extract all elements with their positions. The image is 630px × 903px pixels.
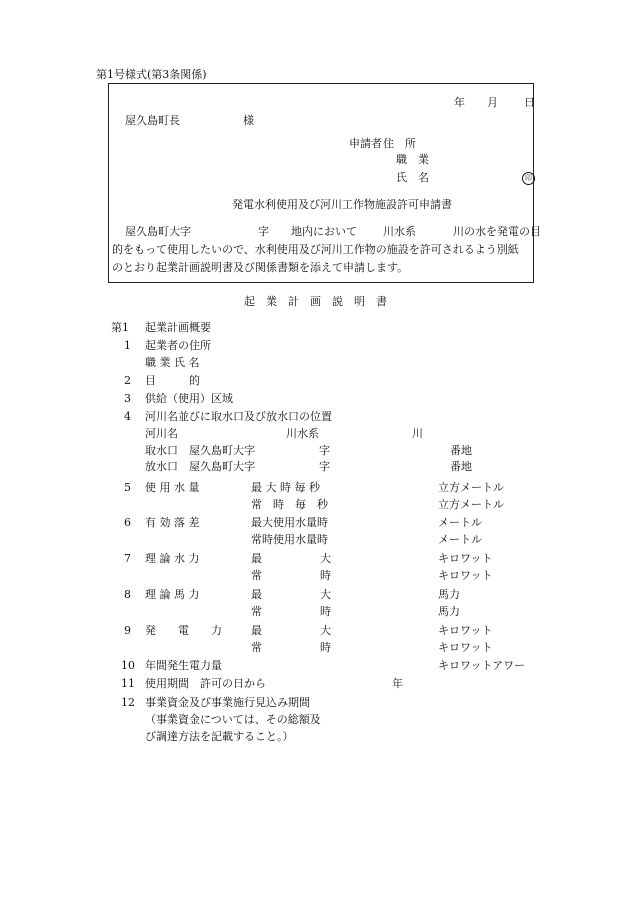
item-9-label: 発 電 力 [145,624,222,637]
item-4-number: 4 [124,410,131,423]
item-4-outlet-banchi: 番地 [450,460,472,473]
item-4-river: 河川名 [145,427,178,440]
addressee-sama: 様 [243,114,254,127]
item-1-number: 1 [124,339,131,352]
item-12-note1: （事業資金については、その総額及 [145,713,321,726]
item-4-intake-banchi: 番地 [450,444,472,457]
item-8-max-b: 大 [320,588,331,601]
item-5-max: 最 大 時 毎 秒 [251,481,320,494]
item-8-number: 8 [124,588,131,601]
item-7-number: 7 [124,552,131,565]
section-number: 第1 [111,321,129,334]
item-4-intake-aza: 字 [319,444,330,457]
item-3-label: 供給（使用）区域 [145,392,233,405]
item-10-label: 年間発生電力量 [145,659,222,672]
item-9-unit-max: キロワット [438,624,493,637]
item-7-max-a: 最 [251,552,262,565]
item-2-number: 2 [124,374,131,387]
item-9-normal-a: 常 [251,641,262,654]
date-day: 日 [524,96,535,109]
item-10-unit: キロワットアワー [438,659,526,672]
item-8-unit-max: 馬力 [438,588,460,601]
item-12-note2: び調達方法を記載すること。） [145,730,294,743]
item-7-unit-max: キロワット [438,552,493,565]
item-11-unit: 年 [392,677,403,690]
body-line1-d: 川水系 [383,225,416,238]
body-line1-a: 屋久島町大字 [125,225,191,238]
item-5-normal: 常 時 毎 秒 [251,498,328,511]
item-2-label: 目 的 [145,374,200,387]
item-6-label: 有 効 落 差 [145,516,200,529]
item-1-label2: 職 業 氏 名 [145,356,200,369]
item-10-number: 10 [121,659,135,672]
item-4-label: 河川名並びに取水口及び放水口の位置 [145,410,332,423]
item-9-unit-normal: キロワット [438,641,493,654]
name-label: 氏 名 [396,171,429,184]
item-8-max-a: 最 [251,588,262,601]
item-8-unit-normal: 馬力 [438,605,460,618]
item-9-number: 9 [124,624,131,637]
item-12-label: 事業資金及び事業施行見込み期間 [145,696,310,709]
item-9-normal-b: 時 [320,641,331,654]
item-3-number: 3 [124,392,131,405]
item-5-number: 5 [124,481,131,494]
body-line2: 的をもって使用したいので、水利使用及び河川工作物の施設を許可されるよう別紙 [112,243,519,256]
seal-mark [522,171,535,185]
item-5-unit-normal: 立方メートル [438,498,504,511]
section-label: 起業計画概要 [145,321,211,334]
addressee: 屋久島町長 [125,114,180,127]
item-9-max-b: 大 [320,624,331,637]
body-line1-e: 川の水を発電の目 [453,225,541,238]
item-6-number: 6 [124,516,131,529]
item-5-label: 使 用 水 量 [145,481,200,494]
plan-title: 起 業 計 画 説 明 書 [244,295,387,308]
item-6-max: 最大使用水量時 [251,516,328,529]
item-4-outlet-aza: 字 [319,460,330,473]
application-title: 発電水利使用及び河川工作物施設許可申請書 [232,198,452,211]
item-8-normal-a: 常 [251,605,262,618]
item-6-normal: 常時使用水量時 [251,533,328,546]
item-11-label: 使用期間 許可の日から [145,677,266,690]
item-6-unit-normal: メートル [438,533,482,546]
occupation-label: 職 業 [396,153,429,166]
item-7-label: 理 論 水 力 [145,552,200,565]
seal-icon: 印 [522,172,535,185]
form-number: 第1号様式(第3条関係) [96,68,207,81]
item-7-unit-normal: キロワット [438,569,493,582]
item-7-normal-a: 常 [251,569,262,582]
item-4-river-end: 川 [412,427,423,440]
item-5-unit-max: 立方メートル [438,481,504,494]
body-line3: のとおり起業計画説明書及び関係書類を添えて申請します。 [112,261,409,274]
item-7-max-b: 大 [320,552,331,565]
item-1-label: 起業者の住所 [145,339,211,352]
address-label: 住 所 [383,137,416,150]
applicant-label: 申請者 [349,137,382,150]
item-8-normal-b: 時 [320,605,331,618]
item-11-number: 11 [121,677,135,690]
date-year: 年 [454,96,465,109]
item-4-river-system: 川水系 [286,427,319,440]
item-8-label: 理 論 馬 力 [145,588,200,601]
item-4-intake: 取水口 屋久島町大字 [145,444,255,457]
body-line1-c: 地内において [291,225,357,238]
item-4-outlet: 放水口 屋久島町大字 [145,460,255,473]
date-month: 月 [487,96,498,109]
item-7-normal-b: 時 [320,569,331,582]
item-6-unit-max: メートル [438,516,482,529]
item-9-max-a: 最 [251,624,262,637]
body-line1-b: 字 [258,225,269,238]
item-12-number: 12 [121,696,135,709]
